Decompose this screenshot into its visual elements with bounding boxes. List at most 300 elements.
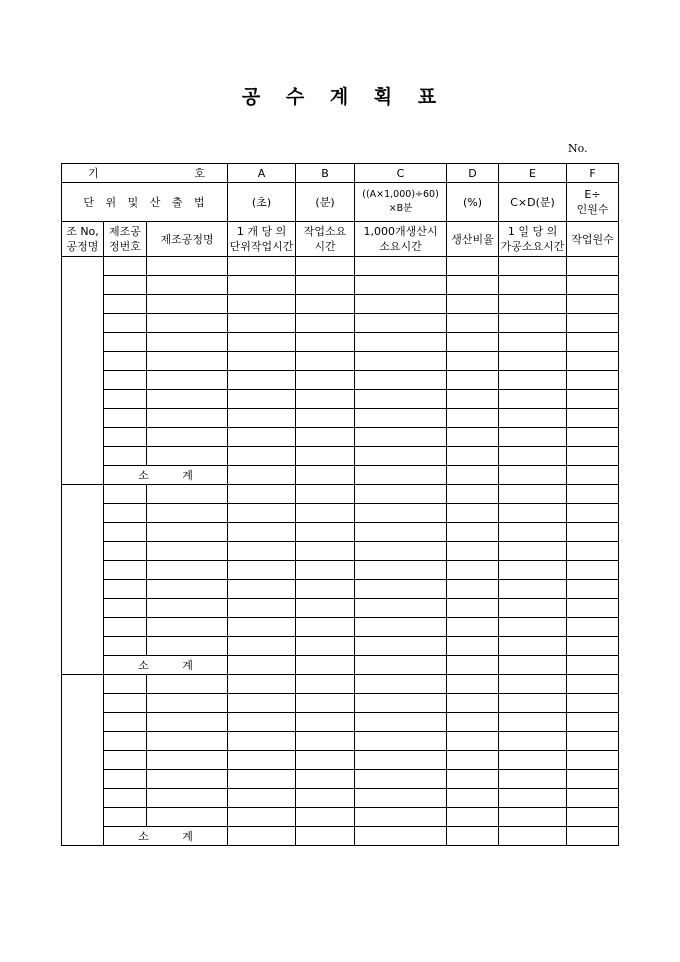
table-cell[interactable] [499, 542, 567, 561]
table-cell[interactable] [296, 257, 355, 276]
table-row [62, 504, 619, 523]
table-row [62, 808, 619, 827]
table-cell[interactable] [296, 751, 355, 770]
table-cell[interactable] [499, 333, 567, 352]
table-cell[interactable] [447, 390, 499, 409]
table-row [62, 637, 619, 656]
table-cell[interactable] [296, 789, 355, 808]
subtotal-cell[interactable] [355, 827, 447, 846]
symbol-header-cell: 기 호 [62, 164, 228, 183]
table-cell[interactable] [447, 409, 499, 428]
table-cell[interactable] [228, 751, 296, 770]
table-cell[interactable] [355, 732, 447, 751]
table-cell[interactable] [447, 694, 499, 713]
table-cell[interactable] [147, 485, 228, 504]
unit-e-cell: C×D(분) [499, 183, 567, 222]
table-cell[interactable] [447, 808, 499, 827]
table-cell[interactable] [296, 542, 355, 561]
col-f-header: F [567, 164, 619, 183]
unit-b-cell: (분) [296, 183, 355, 222]
table-cell[interactable] [499, 713, 567, 732]
table-cell[interactable] [104, 352, 147, 371]
table-cell[interactable] [355, 295, 447, 314]
table-cell[interactable] [447, 713, 499, 732]
table-row [62, 599, 619, 618]
subtotal-cell[interactable] [228, 827, 296, 846]
table-cell[interactable] [228, 257, 296, 276]
table-cell[interactable] [567, 447, 619, 466]
table-cell[interactable] [104, 751, 147, 770]
table-cell[interactable] [147, 333, 228, 352]
table-cell[interactable] [499, 276, 567, 295]
table-cell[interactable] [355, 428, 447, 447]
table-cell[interactable] [147, 371, 228, 390]
group-name-header: 조 No, 공정명 [62, 222, 104, 257]
table-cell[interactable] [447, 542, 499, 561]
table-cell[interactable] [104, 789, 147, 808]
table-cell[interactable] [499, 314, 567, 333]
table-cell[interactable] [104, 732, 147, 751]
table-cell[interactable] [104, 637, 147, 656]
table-cell[interactable] [499, 390, 567, 409]
table-cell[interactable] [228, 314, 296, 333]
table-cell[interactable] [567, 713, 619, 732]
table-cell[interactable] [228, 580, 296, 599]
subtotal-cell[interactable] [228, 466, 296, 485]
table-cell[interactable] [567, 789, 619, 808]
process-name-header: 제조공정명 [147, 222, 228, 257]
table-cell[interactable] [567, 561, 619, 580]
table-cell[interactable] [228, 599, 296, 618]
table-cell[interactable] [355, 599, 447, 618]
table-cell[interactable] [355, 618, 447, 637]
table-cell[interactable] [104, 314, 147, 333]
table-cell[interactable] [296, 694, 355, 713]
table-cell[interactable] [228, 409, 296, 428]
group-name-cell[interactable] [62, 485, 104, 675]
table-cell[interactable] [104, 523, 147, 542]
table-cell[interactable] [147, 447, 228, 466]
table-cell[interactable] [296, 618, 355, 637]
table-cell[interactable] [228, 637, 296, 656]
table-cell[interactable] [228, 789, 296, 808]
table-cell[interactable] [147, 580, 228, 599]
col-e-header: E [499, 164, 567, 183]
table-cell[interactable] [147, 314, 228, 333]
table-cell[interactable] [228, 808, 296, 827]
table-cell[interactable] [147, 751, 228, 770]
table-cell[interactable] [447, 371, 499, 390]
table-cell[interactable] [567, 390, 619, 409]
table-cell[interactable] [147, 599, 228, 618]
table-cell[interactable] [147, 352, 228, 371]
table-cell[interactable] [296, 580, 355, 599]
table-cell[interactable] [499, 257, 567, 276]
table-cell[interactable] [104, 371, 147, 390]
table-cell[interactable] [447, 333, 499, 352]
table-cell[interactable] [147, 276, 228, 295]
table-cell[interactable] [228, 390, 296, 409]
table-cell[interactable] [447, 257, 499, 276]
table-row [62, 314, 619, 333]
table-cell[interactable] [104, 276, 147, 295]
table-cell[interactable] [104, 428, 147, 447]
subtotal-label: 소 계 [104, 466, 228, 485]
table-cell[interactable] [296, 675, 355, 694]
table-row [62, 409, 619, 428]
table-cell[interactable] [355, 504, 447, 523]
table-cell[interactable] [567, 808, 619, 827]
table-cell[interactable] [147, 770, 228, 789]
table-row [62, 770, 619, 789]
table-cell[interactable] [147, 390, 228, 409]
table-cell[interactable] [355, 257, 447, 276]
table-cell[interactable] [355, 352, 447, 371]
table-cell[interactable] [499, 618, 567, 637]
table-cell[interactable] [228, 333, 296, 352]
group-name-cell[interactable] [62, 257, 104, 485]
table-cell[interactable] [104, 599, 147, 618]
table-cell[interactable] [567, 637, 619, 656]
table-cell[interactable] [147, 542, 228, 561]
table-cell[interactable] [104, 580, 147, 599]
table-cell[interactable] [499, 371, 567, 390]
table-row [62, 485, 619, 504]
table-cell[interactable] [567, 333, 619, 352]
table-cell[interactable] [567, 523, 619, 542]
table-cell[interactable] [567, 732, 619, 751]
subtotal-cell[interactable] [499, 827, 567, 846]
table-cell[interactable] [355, 808, 447, 827]
unit-f-cell: E÷ 인원수 [567, 183, 619, 222]
subtotal-row [62, 466, 619, 485]
table-cell[interactable] [499, 789, 567, 808]
table-cell[interactable] [296, 599, 355, 618]
table-cell[interactable] [104, 295, 147, 314]
table-cell[interactable] [567, 485, 619, 504]
col-d-header: D [447, 164, 499, 183]
table-cell[interactable] [104, 808, 147, 827]
table-cell[interactable] [104, 409, 147, 428]
subtotal-row [62, 656, 619, 675]
work-time-header: 작업소요 시간 [296, 222, 355, 257]
unit-method-cell: 단 위 및 산 출 법 [62, 183, 228, 222]
header-row-names [62, 222, 619, 257]
table-cell[interactable] [567, 409, 619, 428]
subtotal-cell[interactable] [447, 466, 499, 485]
table-cell[interactable] [104, 618, 147, 637]
table-cell[interactable] [567, 675, 619, 694]
table-cell[interactable] [147, 504, 228, 523]
table-cell[interactable] [104, 713, 147, 732]
table-cell[interactable] [104, 694, 147, 713]
subtotal-cell[interactable] [567, 656, 619, 675]
table-cell[interactable] [296, 333, 355, 352]
table-cell[interactable] [567, 314, 619, 333]
table-cell[interactable] [104, 447, 147, 466]
table-cell[interactable] [355, 694, 447, 713]
table-cell[interactable] [296, 523, 355, 542]
table-cell[interactable] [355, 314, 447, 333]
subtotal-label: 소 계 [104, 827, 228, 846]
table-cell[interactable] [447, 770, 499, 789]
table-cell[interactable] [147, 637, 228, 656]
table-cell[interactable] [355, 713, 447, 732]
table-cell[interactable] [355, 390, 447, 409]
table-cell[interactable] [228, 770, 296, 789]
table-cell[interactable] [296, 713, 355, 732]
table-cell[interactable] [355, 580, 447, 599]
table-cell[interactable] [296, 504, 355, 523]
table-cell[interactable] [228, 561, 296, 580]
table-cell[interactable] [447, 637, 499, 656]
table-cell[interactable] [567, 428, 619, 447]
subtotal-cell[interactable] [296, 827, 355, 846]
unit-d-cell: (%) [447, 183, 499, 222]
unit-c-cell: ((A×1,000)÷60) ×B분 [355, 183, 447, 222]
table-cell[interactable] [567, 504, 619, 523]
table-cell[interactable] [499, 751, 567, 770]
table-row [62, 542, 619, 561]
table-cell[interactable] [499, 504, 567, 523]
table-cell[interactable] [499, 808, 567, 827]
table-cell[interactable] [147, 295, 228, 314]
table-cell[interactable] [447, 751, 499, 770]
table-cell[interactable] [499, 485, 567, 504]
table-cell[interactable] [228, 276, 296, 295]
table-cell[interactable] [499, 732, 567, 751]
table-cell[interactable] [499, 523, 567, 542]
table-cell[interactable] [296, 485, 355, 504]
table-cell[interactable] [447, 789, 499, 808]
table-cell[interactable] [228, 694, 296, 713]
table-cell[interactable] [447, 618, 499, 637]
subtotal-cell[interactable] [296, 466, 355, 485]
table-cell[interactable] [499, 580, 567, 599]
table-cell[interactable] [447, 295, 499, 314]
table-cell[interactable] [104, 542, 147, 561]
group-name-cell[interactable] [62, 675, 104, 846]
table-cell[interactable] [567, 371, 619, 390]
table-cell[interactable] [104, 485, 147, 504]
table-cell[interactable] [567, 257, 619, 276]
table-cell[interactable] [296, 276, 355, 295]
table-cell[interactable] [147, 257, 228, 276]
col-a-header: A [228, 164, 296, 183]
table-cell[interactable] [228, 371, 296, 390]
table-cell[interactable] [147, 675, 228, 694]
process-number-header: 제조공 정번호 [104, 222, 147, 257]
table-cell[interactable] [355, 637, 447, 656]
table-cell[interactable] [147, 808, 228, 827]
table-cell[interactable] [567, 770, 619, 789]
table-cell[interactable] [567, 580, 619, 599]
table-cell[interactable] [228, 504, 296, 523]
subtotal-cell[interactable] [499, 466, 567, 485]
table-cell[interactable] [499, 561, 567, 580]
table-cell[interactable] [296, 295, 355, 314]
subtotal-cell[interactable] [355, 656, 447, 675]
table-cell[interactable] [447, 485, 499, 504]
table-cell[interactable] [104, 770, 147, 789]
table-cell[interactable] [499, 447, 567, 466]
subtotal-cell[interactable] [296, 656, 355, 675]
table-cell[interactable] [567, 599, 619, 618]
table-cell[interactable] [355, 542, 447, 561]
table-cell[interactable] [296, 314, 355, 333]
table-row [62, 580, 619, 599]
table-cell[interactable] [228, 523, 296, 542]
subtotal-cell[interactable] [447, 656, 499, 675]
table-cell[interactable] [104, 257, 147, 276]
table-cell[interactable] [499, 770, 567, 789]
table-cell[interactable] [104, 333, 147, 352]
daily-processing-time-header: 1 일 당 의 가공소요시간 [499, 222, 567, 257]
table-cell[interactable] [499, 352, 567, 371]
table-cell[interactable] [447, 599, 499, 618]
table-cell[interactable] [447, 276, 499, 295]
table-cell[interactable] [104, 675, 147, 694]
table-cell[interactable] [228, 447, 296, 466]
unit-work-time-header: 1 개 당 의 단위작업시간 [228, 222, 296, 257]
table-cell[interactable] [567, 694, 619, 713]
table-cell[interactable] [296, 561, 355, 580]
subtotal-cell[interactable] [499, 656, 567, 675]
table-cell[interactable] [499, 637, 567, 656]
table-cell[interactable] [355, 333, 447, 352]
table-cell[interactable] [355, 770, 447, 789]
header-row-units [62, 183, 619, 222]
subtotal-row [62, 827, 619, 846]
table-cell[interactable] [228, 485, 296, 504]
table-row [62, 789, 619, 808]
table-row [62, 447, 619, 466]
subtotal-cell[interactable] [567, 827, 619, 846]
table-cell[interactable] [499, 675, 567, 694]
table-cell[interactable] [296, 371, 355, 390]
table-cell[interactable] [355, 675, 447, 694]
document-number-label: No. [568, 142, 588, 155]
table-row [62, 352, 619, 371]
table-row [62, 333, 619, 352]
table-cell[interactable] [104, 390, 147, 409]
table-row [62, 751, 619, 770]
table-cell[interactable] [447, 314, 499, 333]
table-cell[interactable] [147, 713, 228, 732]
table-cell[interactable] [447, 732, 499, 751]
table-cell[interactable] [499, 599, 567, 618]
subtotal-cell[interactable] [567, 466, 619, 485]
table-row [62, 618, 619, 637]
table-cell[interactable] [228, 542, 296, 561]
table-cell[interactable] [355, 789, 447, 808]
table-cell[interactable] [567, 295, 619, 314]
table-cell[interactable] [447, 428, 499, 447]
subtotal-cell[interactable] [355, 466, 447, 485]
table-cell[interactable] [499, 694, 567, 713]
header-row-symbol [62, 164, 619, 183]
table-cell[interactable] [228, 618, 296, 637]
table-row [62, 713, 619, 732]
table-cell[interactable] [147, 694, 228, 713]
table-cell[interactable] [447, 580, 499, 599]
table-cell[interactable] [567, 751, 619, 770]
table-cell[interactable] [147, 523, 228, 542]
table-cell[interactable] [567, 542, 619, 561]
table-cell[interactable] [355, 485, 447, 504]
table-cell[interactable] [147, 428, 228, 447]
table-cell[interactable] [447, 504, 499, 523]
table-cell[interactable] [296, 428, 355, 447]
table-cell[interactable] [355, 751, 447, 770]
table-cell[interactable] [228, 732, 296, 751]
table-cell[interactable] [228, 713, 296, 732]
unit-a-cell: (초) [228, 183, 296, 222]
table-row [62, 675, 619, 694]
table-cell[interactable] [296, 770, 355, 789]
table-cell[interactable] [296, 409, 355, 428]
table-cell[interactable] [355, 371, 447, 390]
table-cell[interactable] [228, 295, 296, 314]
table-cell[interactable] [147, 732, 228, 751]
table-cell[interactable] [147, 561, 228, 580]
table-cell[interactable] [447, 523, 499, 542]
table-cell[interactable] [355, 276, 447, 295]
table-cell[interactable] [355, 561, 447, 580]
table-cell[interactable] [147, 618, 228, 637]
table-cell[interactable] [447, 675, 499, 694]
table-row [62, 295, 619, 314]
table-cell[interactable] [228, 428, 296, 447]
table-cell[interactable] [296, 447, 355, 466]
table-cell[interactable] [147, 409, 228, 428]
subtotal-cell[interactable] [228, 656, 296, 675]
man-hour-plan-table [61, 163, 619, 846]
table-row [62, 371, 619, 390]
table-cell[interactable] [567, 276, 619, 295]
table-cell[interactable] [104, 504, 147, 523]
subtotal-cell[interactable] [447, 827, 499, 846]
table-cell[interactable] [447, 447, 499, 466]
table-cell[interactable] [147, 789, 228, 808]
table-cell[interactable] [567, 352, 619, 371]
page-title: 공 수 계 획 표 [241, 86, 439, 108]
table-cell[interactable] [355, 447, 447, 466]
table-cell[interactable] [228, 675, 296, 694]
table-cell[interactable] [296, 808, 355, 827]
table-cell[interactable] [355, 409, 447, 428]
table-cell[interactable] [296, 732, 355, 751]
table-cell[interactable] [228, 352, 296, 371]
table-cell[interactable] [567, 618, 619, 637]
table-cell[interactable] [296, 352, 355, 371]
table-cell[interactable] [447, 352, 499, 371]
table-cell[interactable] [447, 561, 499, 580]
table-cell[interactable] [104, 561, 147, 580]
table-cell[interactable] [296, 637, 355, 656]
table-row [62, 732, 619, 751]
table-cell[interactable] [499, 409, 567, 428]
col-b-header: B [296, 164, 355, 183]
worker-count-header: 작업원수 [567, 222, 619, 257]
table-cell[interactable] [499, 428, 567, 447]
production-time-header: 1,000개생산시 소요시간 [355, 222, 447, 257]
table-cell[interactable] [296, 390, 355, 409]
table-row [62, 523, 619, 542]
table-cell[interactable] [355, 523, 447, 542]
table-row [62, 257, 619, 276]
table-cell[interactable] [499, 295, 567, 314]
